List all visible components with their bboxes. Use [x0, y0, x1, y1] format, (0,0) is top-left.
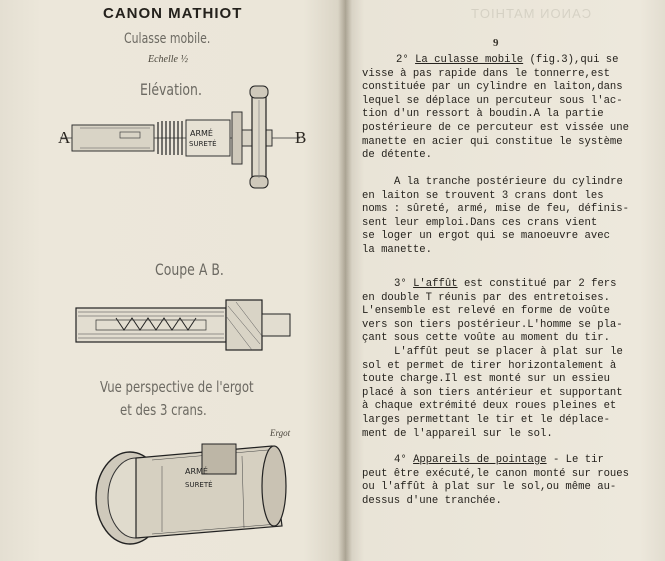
page-header: CANON MATHIOT [103, 5, 243, 22]
paragraph-line: 4° Appareils de pointage - Le tir [394, 454, 604, 466]
paragraph-line: sent leur emploi.Dans ces crans vient [362, 216, 598, 229]
paragraph-pointage [362, 454, 629, 508]
book-gutter [338, 0, 352, 561]
heading-culasse: La culasse mobile [415, 54, 524, 66]
perspective-drawing [92, 436, 312, 546]
section-caption: Coupe A B. [155, 260, 224, 279]
paragraph-line: lequel se déplace un percuteur sous l'ac- [362, 94, 623, 107]
paragraph-line: postérieure de ce percuteur est vissée une [362, 121, 630, 134]
page-number: 9 [493, 37, 499, 49]
paragraph-line: en laiton se trouvent 3 crans dont les [362, 189, 604, 202]
paragraph-line: en double T réunis par des entretoises. [362, 291, 610, 304]
paragraph-line: 2° La culasse mobile (fig.3),qui se [396, 54, 619, 66]
scale-label: Echelle ½ [148, 54, 188, 65]
paragraph-crans [362, 176, 629, 258]
engraving-surete: SURETÉ [189, 140, 217, 148]
perspective-caption-line2: et des 3 crans. [120, 401, 207, 419]
perspective-engraving-surete: SURETÉ [185, 481, 213, 489]
paragraph-line: noms : sûreté, armé, mise de feu, définis- [362, 203, 630, 216]
perspective-caption-line1: Vue perspective de l'ergot [100, 378, 254, 396]
paragraph-line: constituée par un cylindre en laiton,dans [362, 81, 623, 94]
paragraph-line: toute charge.Il est monté sur un essieu [362, 373, 610, 386]
paragraph-line: peut être exécuté,le canon monté sur roues [362, 467, 630, 480]
elevation-drawing [60, 92, 300, 202]
paragraph-line: la manette. [362, 243, 432, 256]
perspective-engraving-arme: ARMÉ [185, 467, 208, 476]
paragraph-culasse [362, 54, 629, 163]
paragraph-line: ou l'affût à plat sur le sol,ou même au- [362, 481, 617, 494]
paragraph-line: se loger un ergot qui se manoeuvre avec [362, 230, 610, 243]
paragraph-line: A la tranche postérieure du cylindre [394, 176, 623, 188]
elevation-caption: Elévation. [140, 80, 202, 99]
paragraph-line: placé à son tiers antérieur et supportant [362, 386, 623, 399]
section-drawing [76, 300, 296, 360]
figure-subtitle: Culasse mobile. [124, 31, 211, 47]
paragraph-line: manette en acier qui constitue le système [362, 135, 623, 148]
point-a-label: A [58, 128, 71, 147]
paragraph-line: L'ensemble est relevé en forme de voûte [362, 305, 610, 318]
paragraph-affut [362, 278, 623, 441]
paragraph-line: à chaque extrémité deux roues pleines et [362, 400, 617, 413]
engraving-arme: ARMÉ [190, 129, 213, 138]
heading-affut: L'affût [413, 278, 458, 290]
paragraph-line: çant sous cette voûte au moment du tir. [362, 332, 610, 345]
paragraph-line: dessus d'une tranchée. [362, 494, 502, 507]
paragraph-line: vers son tiers postérieur.L'homme se pla- [362, 318, 623, 331]
paragraph-line: de détente. [362, 149, 432, 162]
paragraph-line: sol et permet de tirer horizontalement à [362, 359, 617, 372]
paragraph-line: ment de l'appareil sur le sol. [362, 427, 553, 440]
paragraph-line: tion d'un ressort à boudin.A la partie [362, 108, 604, 121]
paragraph-line: larges permettant le tir et le déplace- [362, 413, 610, 426]
paragraph-line: visse à pas rapide dans le tonnerre,est [362, 67, 610, 80]
paragraph-line: 3° L'affût est constitué par 2 fers [394, 278, 617, 290]
paragraph-line: L'affût peut se placer à plat sur le [394, 345, 623, 358]
ergot-label: Ergot [270, 428, 291, 438]
heading-pointage: Appareils de pointage [413, 454, 547, 466]
point-b-label: B [295, 128, 307, 147]
bleed-through-header: CANON MATHIOT [470, 6, 592, 21]
